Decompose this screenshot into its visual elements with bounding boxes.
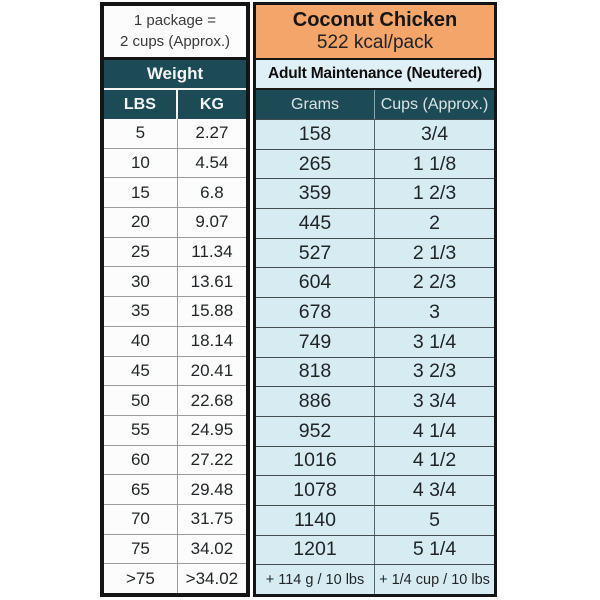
- cups-cell: 5: [429, 508, 440, 531]
- grams-cell: 678: [256, 298, 375, 327]
- table-row: [104, 148, 246, 178]
- table-row: [256, 564, 494, 594]
- grams-cell: 158: [256, 120, 375, 149]
- table-row: [104, 445, 246, 475]
- cups-cell: 3: [429, 300, 440, 323]
- weight-table: [100, 2, 250, 597]
- grams-cell: 818: [256, 358, 375, 387]
- lbs-cell: 60: [104, 446, 178, 475]
- adult-maintenance-header: Adult Maintenance (Neutered): [256, 60, 494, 90]
- col-header-lbs: LBS: [104, 90, 178, 119]
- kg-cell: 34.02: [190, 538, 234, 558]
- table-row: [256, 267, 494, 297]
- kg-cell: 27.22: [190, 449, 234, 469]
- lbs-cell: 70: [104, 505, 178, 534]
- lbs-cell: 25: [104, 238, 178, 267]
- lbs-cell: 75: [104, 535, 178, 564]
- kg-cell: >34.02: [185, 568, 239, 588]
- lbs-cell: 10: [104, 149, 178, 178]
- kg-cell: 20.41: [190, 360, 234, 380]
- lbs-cell: 65: [104, 475, 178, 504]
- grams-cell: 445: [256, 209, 375, 238]
- col-header-grams: Grams: [256, 90, 375, 119]
- cups-cell: 4 1/2: [412, 449, 457, 472]
- product-header: [256, 5, 494, 60]
- lbs-cell: 40: [104, 327, 178, 356]
- kg-cell: 18.14: [190, 331, 234, 351]
- lbs-cell: >75: [104, 564, 178, 593]
- table-row: [256, 149, 494, 179]
- table-row: [104, 296, 246, 326]
- table-row: [256, 416, 494, 446]
- table-row: [104, 207, 246, 237]
- table-row: [256, 505, 494, 535]
- grams-cell: 1078: [256, 476, 375, 505]
- kg-cell: 24.95: [190, 420, 234, 440]
- col-header-kg: KG: [199, 95, 224, 113]
- grams-cell: 1016: [256, 447, 375, 476]
- cups-cell: 3 1/4: [412, 330, 457, 353]
- table-row: [256, 238, 494, 268]
- grams-cell: 527: [256, 239, 375, 268]
- table-row: [104, 177, 246, 207]
- table-row: [104, 326, 246, 356]
- table-row: [256, 119, 494, 149]
- cups-cell: 1 2/3: [412, 182, 457, 205]
- cups-cell: 4 3/4: [412, 479, 457, 502]
- table-row: [256, 386, 494, 416]
- grams-cell: 604: [256, 268, 375, 297]
- feeding-table: [253, 2, 497, 597]
- kg-cell: 22.68: [190, 390, 234, 410]
- table-row: [104, 119, 246, 148]
- weight-column-headers: [104, 90, 246, 119]
- lbs-cell: 45: [104, 357, 178, 386]
- table-row: [104, 237, 246, 267]
- table-row: [256, 297, 494, 327]
- package-note-line1: 1 package =: [133, 12, 217, 30]
- kg-cell: 6.8: [200, 182, 224, 202]
- lbs-cell: 5: [104, 119, 178, 148]
- table-row: [256, 178, 494, 208]
- grams-cell: 265: [256, 150, 375, 179]
- table-row: [104, 474, 246, 504]
- lbs-cell: 50: [104, 386, 178, 415]
- kg-cell: 29.48: [190, 479, 234, 499]
- grams-cell: 952: [256, 417, 375, 446]
- grams-cell: 749: [256, 328, 375, 357]
- kg-cell: 31.75: [190, 509, 234, 529]
- table-row: [104, 563, 246, 593]
- kg-cell: 13.61: [190, 271, 234, 291]
- cups-cell: 3 3/4: [412, 390, 457, 413]
- col-header-cups: Cups (Approx.): [380, 95, 489, 113]
- package-note: [104, 6, 246, 60]
- feeding-column-headers: [256, 90, 494, 119]
- table-row: [104, 356, 246, 386]
- cups-cell: 2: [429, 211, 440, 234]
- table-row: [104, 266, 246, 296]
- package-note-line2: 2 cups (Approx.): [119, 32, 231, 50]
- grams-cell: 1140: [256, 506, 375, 535]
- kg-cell: 9.07: [195, 212, 229, 232]
- kg-cell: 4.54: [195, 153, 229, 173]
- table-row: [104, 415, 246, 445]
- table-row: [256, 535, 494, 565]
- grams-cell: 1201: [256, 536, 375, 565]
- table-row: [256, 446, 494, 476]
- lbs-cell: 55: [104, 416, 178, 445]
- table-row: [104, 534, 246, 564]
- table-row: [256, 475, 494, 505]
- table-row: [104, 504, 246, 534]
- grams-cell: 886: [256, 387, 375, 416]
- cups-cell: 5 1/4: [412, 538, 457, 561]
- table-row: [256, 357, 494, 387]
- product-title: Coconut Chicken: [292, 9, 458, 32]
- grams-cell: + 114 g / 10 lbs: [256, 565, 375, 594]
- weight-rows: [104, 119, 246, 593]
- cups-cell: 1 1/8: [412, 152, 457, 175]
- kg-cell: 15.88: [190, 301, 234, 321]
- kg-cell: 11.34: [191, 242, 233, 262]
- cups-cell: + 1/4 cup / 10 lbs: [379, 571, 490, 588]
- cups-cell: 2 1/3: [412, 241, 457, 264]
- weight-header: Weight: [104, 60, 246, 90]
- grams-cell: 359: [256, 179, 375, 208]
- table-row: [256, 208, 494, 238]
- lbs-cell: 15: [104, 178, 178, 207]
- table-row: [104, 385, 246, 415]
- table-row: [256, 327, 494, 357]
- cups-cell: 3/4: [420, 122, 449, 145]
- lbs-cell: 30: [104, 267, 178, 296]
- kg-cell: 2.27: [195, 123, 229, 143]
- lbs-cell: 20: [104, 208, 178, 237]
- feeding-rows: [256, 119, 494, 594]
- lbs-cell: 35: [104, 297, 178, 326]
- product-kcal: 522 kcal/pack: [316, 32, 434, 54]
- cups-cell: 3 2/3: [412, 360, 457, 383]
- cups-cell: 2 2/3: [412, 271, 457, 294]
- cups-cell: 4 1/4: [412, 419, 457, 442]
